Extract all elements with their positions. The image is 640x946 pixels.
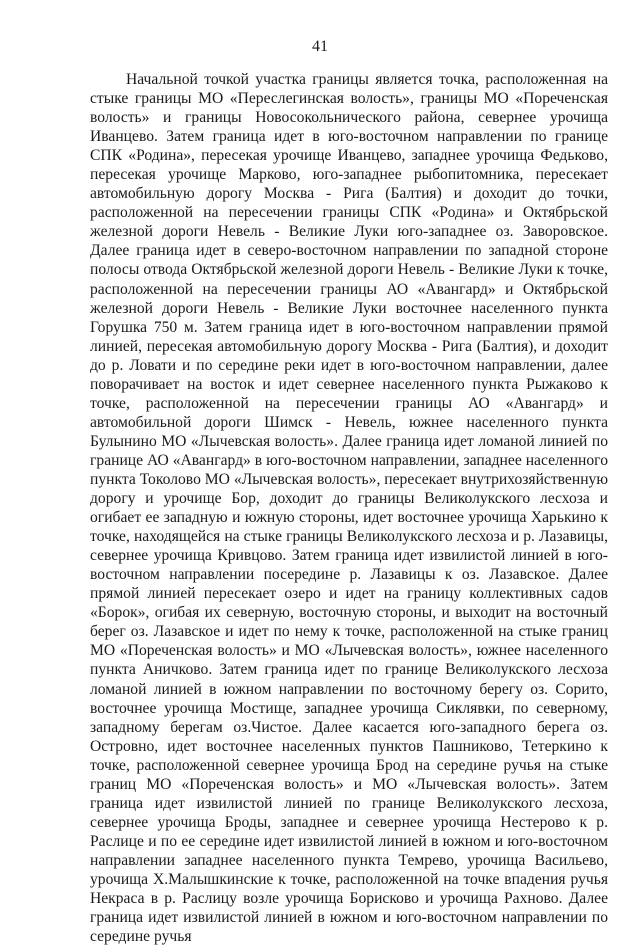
page-number: 41 [312, 38, 328, 55]
body-paragraph: Начальной точкой участка границы является точка, расположенная на стыке границы МО «Переслегинская волость», границы МО «Пореченская волость» и границы Новосокольнического района, севернее урочища Иванцево. Затем граница идет в юго-восточном направлении по границе СПК «Родина», пересекая урочище Иванцево, западнее урочища Федьково, пересекая урочище Марково, юго-западнее рыбопитомника, пересекает автомобильную дорогу Москва - Рига (Балтия) и доходит до точки, расположенной на пересечении границы СПК «Родина» и Октябрьской железной дороги Невель - Великие Луки юго-западнее оз. Заворовское. Далее граница идет в северо-восточном направлении по западной стороне полосы отвода Октябрьской железной дороги Невель - Великие Луки к точке, расположенной на пересечении границы АО «Авангард» и Октябрьской железной дороги Невель - Великие Луки восточнее населенного пункта Горушка 750 м. Затем граница идет в юго-восточном направлении прямой линией, пересекая автомобильную дорогу Москва - Рига (Балтия), и доходит до р. Ловати и по середине реки идет в юго-восточном направлении, далее поворачивает на восток и идет севернее населенного пункта Рыжаково к точке, расположенной на пересечении границы АО «Авангард» и автомобильной дороги Шимск - Невель, южнее населенного пункта Булынино МО «Лычевская волость». Далее граница идет ломаной линией по границе АО «Авангард» в юго-восточном направлении, западнее населенного пункта Токолово МО «Лычевская волость», пересекает внутрихозяйственную дорогу и урочище Бор, доходит до границы Великолукского лесхоза и огибает ее западную и южную стороны, идет восточнее урочища Харькино к точке, находящейся на стыке границы Великолукского лесхоза и р. Лазавицы, севернее урочища Кривцово. Затем граница идет извилистой линией в юго-восточном направлении посередине р. Лазавицы к оз. Лазавское. Далее прямой линией пересекает озеро и идет на границу коллективных садов «Борок», огибая их северную, восточную стороны, и выходит на восточный берег оз. Лазавское и идет по нему к точке, расположенной на стыке границ МО «Пореченская волость» и МО «Лычевская волость», южнее населенного пункта Аничково. Затем граница идет по границе Великолукского лесхоза ломаной линией в южном направлении по восточному берегу оз. Сорито, восточнее урочища Мостище, западнее урочища Сиклявки, по северному, западному берегам оз.Чистое. Далее касается юго-западного берега оз. Островно, идет восточнее населенных пунктов Пашниково, Тетеркино к точке, расположенной севернее урочища Брод на середине ручья на стыке границ МО «Пореченская волость» и МО «Лычевская волость». Затем граница идет извилистой линией по границе Великолукского лесхоза, севернее урочища Броды, западнее и севернее урочища Нестерово к р. Раслице и по ее середине идет извилистой линией в южном и юго-восточном направлении западнее населенного пункта Темрево, урочища Васильево, урочища Х.Малышкинские к точке, расположенной на точке впадения ручья Некраса в р. Раслицу возле урочища Борисково и урочища Рахново. Далее граница идет извилистой линией в южном и юго-восточном направлении по середине ручья [90, 71, 608, 946]
